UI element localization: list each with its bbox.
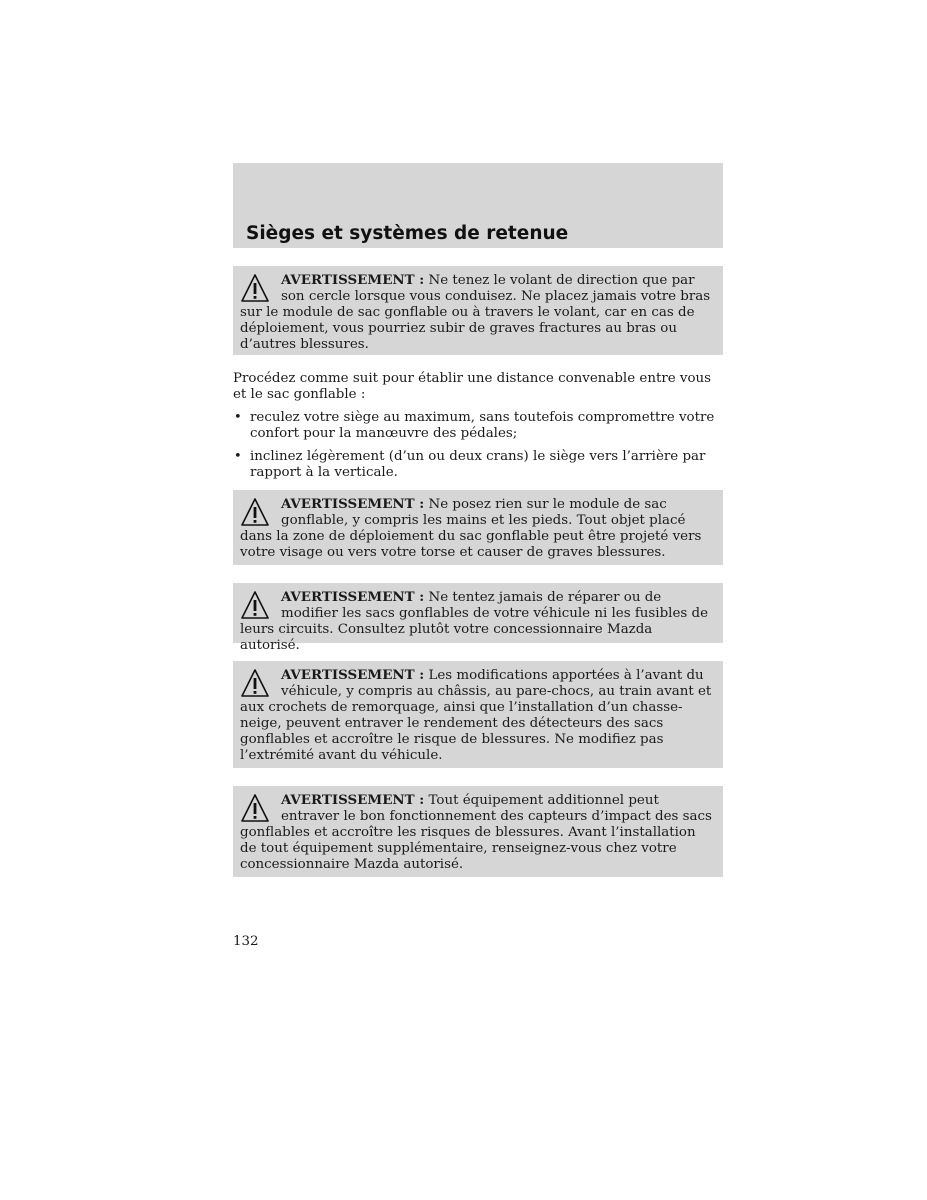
warning-text: Les modifications apportées à l’avant du véhicule, y compris au châssis, au pare-chocs, au train avant et aux crochets de remorquage, ainsi que l’installation d’un chasse-neige, peuvent entraver le rendement des détecteurs des sacs gonflables et accroître le risque de blessures. Ne modifiez pas l’extrémité avant du véhicule. bbox=[240, 668, 712, 763]
warning-text: Tout équipement additionnel peut entraver le bon fonctionnement des capteurs d’impact des sacs gonflables et accroître les risques de blessures. Avant l’installation de tout équipement supplémentaire, renseignez-vous chez votre concessionnaire Mazda autorisé. bbox=[240, 793, 712, 872]
warning-box-1 bbox=[233, 266, 723, 355]
warning-box-3 bbox=[233, 583, 723, 653]
warning-text: Ne posez rien sur le module de sac gonflable, y compris les mains et les pieds. Tout objet placé dans la zone de déploiement du sac gonflable peut être projeté vers votre visage ou vers votre torse et causer de graves blessures. bbox=[240, 497, 702, 560]
warning-label: AVERTISSEMENT : bbox=[281, 496, 425, 512]
warning-triangle-icon bbox=[240, 589, 270, 621]
bullet-marker: • bbox=[234, 410, 242, 425]
warning-triangle-icon bbox=[240, 496, 270, 528]
warning-text: Ne tentez jamais de réparer ou de modifier les sacs gonflables de votre véhicule ni les fusibles de leurs circuits. Consultez plutôt votre concessionnaire Mazda autorisé. bbox=[240, 590, 708, 653]
warning-text: Ne tenez le volant de direction que par son cercle lorsque vous conduisez. Ne placez jamais votre bras sur le module de sac gonflable ou à travers le volant, car en cas de déploiement, vous pourriez subir de graves fractures au bras ou d’autres blessures. bbox=[240, 273, 711, 352]
warning-triangle-icon bbox=[240, 667, 270, 699]
warning-triangle-icon bbox=[240, 272, 270, 304]
page-number: 132 bbox=[233, 934, 259, 949]
warning-label: AVERTISSEMENT : bbox=[281, 667, 425, 683]
warning-label: AVERTISSEMENT : bbox=[281, 272, 425, 288]
bullet-marker: • bbox=[234, 449, 242, 464]
warning-label: AVERTISSEMENT : bbox=[281, 589, 425, 605]
list-item: • reculez votre siège au maximum, sans toutefois compromettre votre confort pour la manœuvre des pédales; bbox=[234, 410, 715, 441]
bullet-list bbox=[233, 410, 723, 488]
warning-label: AVERTISSEMENT : bbox=[281, 792, 425, 808]
list-item: • inclinez légèrement (d’un ou deux crans) le siège vers l’arrière par rapport à la verticale. bbox=[234, 449, 706, 480]
page-title: Sièges et systèmes de retenue bbox=[246, 223, 569, 244]
warning-box-2 bbox=[233, 490, 723, 565]
warning-box-5 bbox=[233, 786, 723, 877]
warning-triangle-icon bbox=[240, 792, 270, 824]
warning-box-4 bbox=[233, 661, 723, 768]
intro-paragraph: Procédez comme suit pour établir une distance convenable entre vous et le sac gonflable : bbox=[233, 371, 712, 402]
section-header bbox=[233, 163, 723, 248]
